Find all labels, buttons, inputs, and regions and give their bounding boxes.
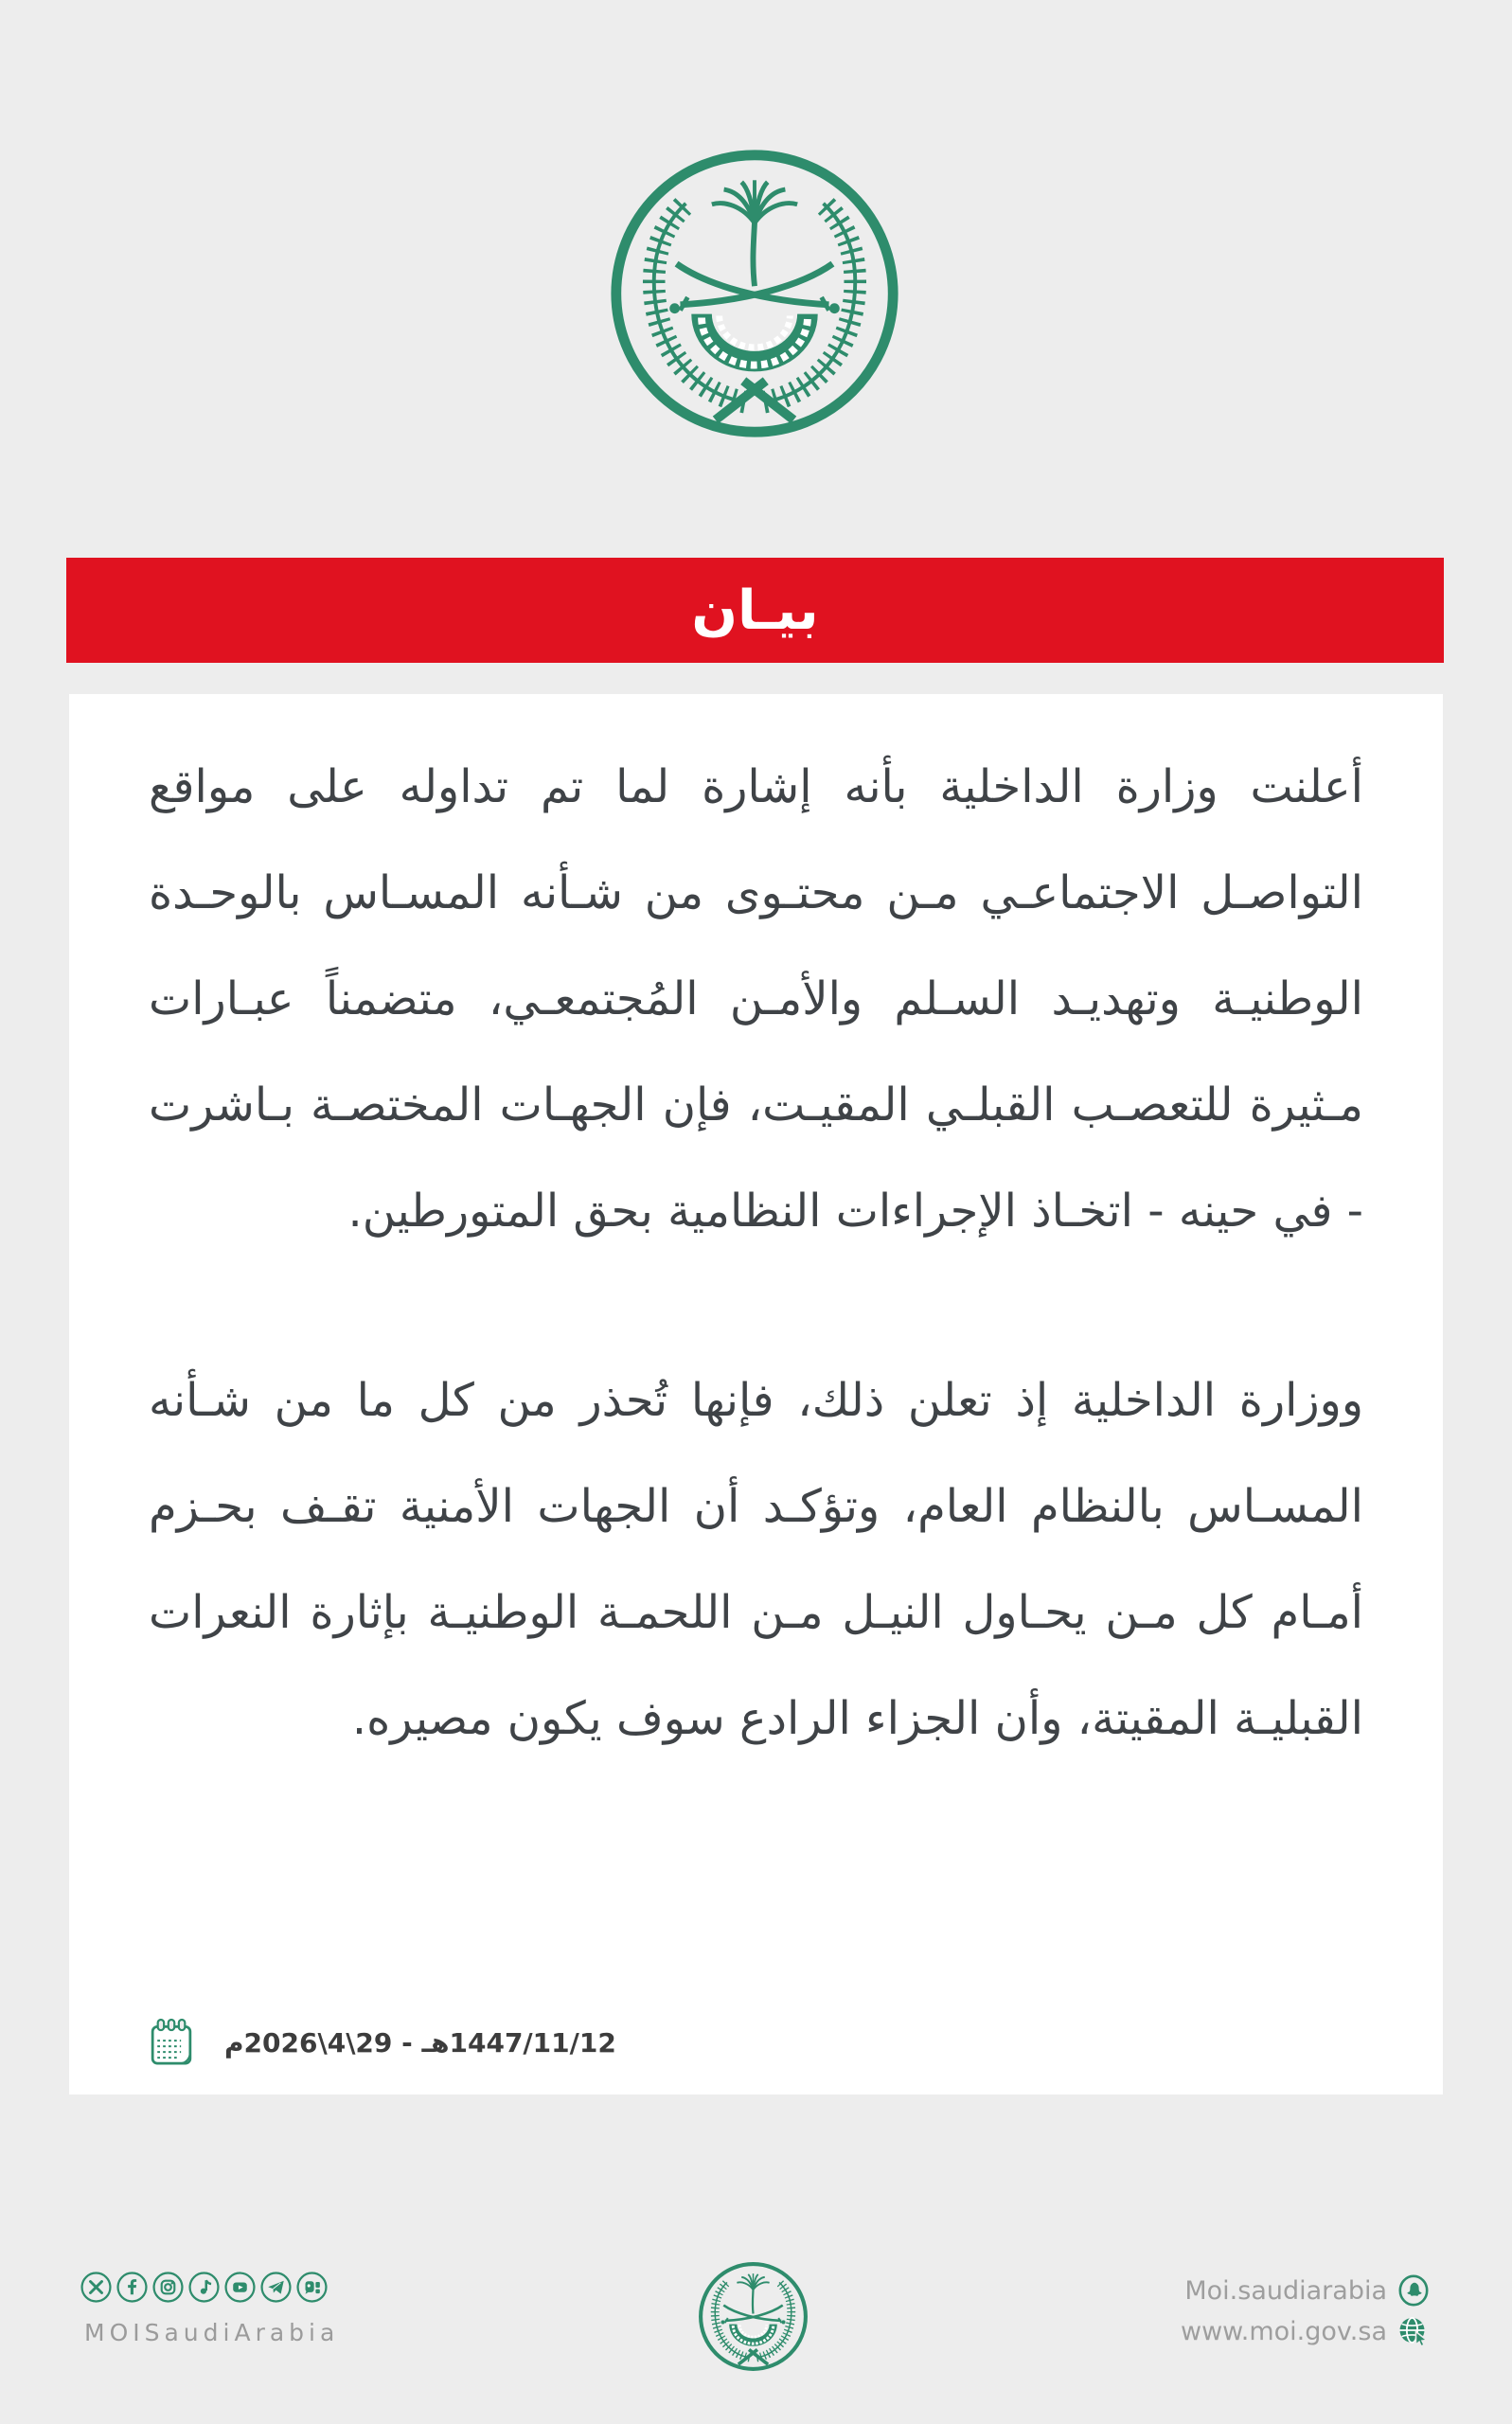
chat-bubbles-icon[interactable] bbox=[296, 2272, 328, 2303]
telegram-icon[interactable] bbox=[260, 2272, 292, 2303]
social-icons-row bbox=[80, 2272, 328, 2303]
social-handle: MOISaudiArabia bbox=[84, 2319, 340, 2346]
date-row bbox=[149, 2017, 616, 2068]
statement-card bbox=[69, 694, 1443, 2094]
statement-paragraph-1: أعلنت وزارة الداخلية بأنه إشارة لما تم تداوله على مواقع التواصـل الاجتماعـي مـن محتـوى من شـأنه المسـاس بالوحـدة الوطنيـة وتهديـد السـلم والأمـن المُجتمعـي، متضمناً عبـارات مـثيرة للتعصـب القبلـي المقيـت، فإن الجهـات المختصـة بـاشرت - في حينه - اتخـاذ الإجراءات النظامية بحق المتورطين. bbox=[149, 760, 1363, 1238]
statement-date: 1447/11/12هـ - 29\4\2026م bbox=[224, 2026, 616, 2059]
statement-banner bbox=[66, 558, 1444, 663]
snapchat-icon bbox=[1397, 2274, 1430, 2307]
globe-cursor-icon bbox=[1397, 2315, 1430, 2347]
tiktok-icon[interactable] bbox=[188, 2272, 220, 2303]
footer-links bbox=[1181, 2274, 1430, 2347]
website-url: www.moi.gov.sa bbox=[1181, 2316, 1387, 2346]
statement-paragraph-2: ووزارة الداخلية إذ تعلن ذلك، فإنها تُحذر من كل ما من شـأنه المسـاس بالنظام العام، وتؤكـد أن الجهات الأمنية تقـف بحـزم أمـام كل مـن يحـاول النيـل مـن اللحمـة الوطنيـة بإثارة النعرات القبليـة المقيتة، وأن الجزاء الرادع سوف يكون مصيره. bbox=[149, 1374, 1363, 1745]
snapchat-handle: Moi.saudiarabia bbox=[1184, 2275, 1387, 2306]
banner-title: بيـان bbox=[691, 579, 819, 642]
facebook-icon[interactable] bbox=[116, 2272, 148, 2303]
website-row[interactable] bbox=[1181, 2315, 1430, 2347]
calendar-icon bbox=[149, 2017, 194, 2068]
instagram-icon[interactable] bbox=[152, 2272, 184, 2303]
moi-emblem-logo bbox=[606, 145, 903, 442]
snapchat-row[interactable] bbox=[1184, 2274, 1430, 2307]
footer-moi-emblem bbox=[697, 2260, 809, 2373]
youtube-icon[interactable] bbox=[224, 2272, 256, 2303]
x-icon[interactable] bbox=[80, 2272, 112, 2303]
